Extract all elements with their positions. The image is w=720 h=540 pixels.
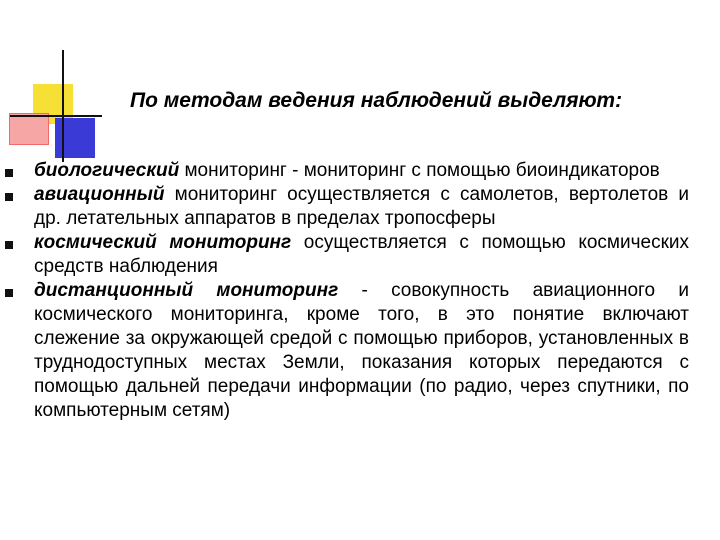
square-bullet-icon <box>5 169 13 177</box>
list-item-description: мониторинг осуществляется с самолетов, вертолетов и др. летательных аппаратов в пределах тропосферы <box>34 184 689 229</box>
list-item-term: космический мониторинг <box>34 232 292 253</box>
list-item-term: биологический <box>34 160 180 181</box>
list-item-biological <box>0 159 720 183</box>
list-item-description: осуществляется с помощью космических средств наблюдения <box>34 232 689 277</box>
list-item-aviation <box>0 183 720 231</box>
decor-blue-square <box>55 118 95 158</box>
list-item-text <box>34 279 689 423</box>
list-item-text <box>34 231 689 279</box>
decor-red-square <box>9 113 49 145</box>
list-item-description: мониторинг - мониторинг с помощью биоиндикаторов <box>179 160 660 181</box>
square-bullet-icon <box>5 193 13 201</box>
list-item-text <box>34 183 689 231</box>
list-item-remote <box>0 279 720 423</box>
list-item-term: авиационный <box>34 184 165 205</box>
list-item-term: дистанционный мониторинг <box>34 280 339 301</box>
bullet-list <box>0 159 720 423</box>
decor-horizontal-line <box>10 115 102 117</box>
square-bullet-icon <box>5 241 13 249</box>
decor-vertical-line <box>62 50 64 162</box>
list-item-space <box>0 231 720 279</box>
list-item-text <box>34 159 689 183</box>
slide-title: По методам ведения наблюдений выделяют: <box>130 89 623 112</box>
square-bullet-icon <box>5 289 13 297</box>
list-item-description: - совокупность авиационного и космического мониторинга, кроме того, в это понятие включают слежение за окружающей средой с помощью приборов, установленных в труднодоступных местах Земли, показания которых передаются с помощью дальней передачи информации (по радио, через спутники, по компьютерным сетям) <box>34 280 689 421</box>
